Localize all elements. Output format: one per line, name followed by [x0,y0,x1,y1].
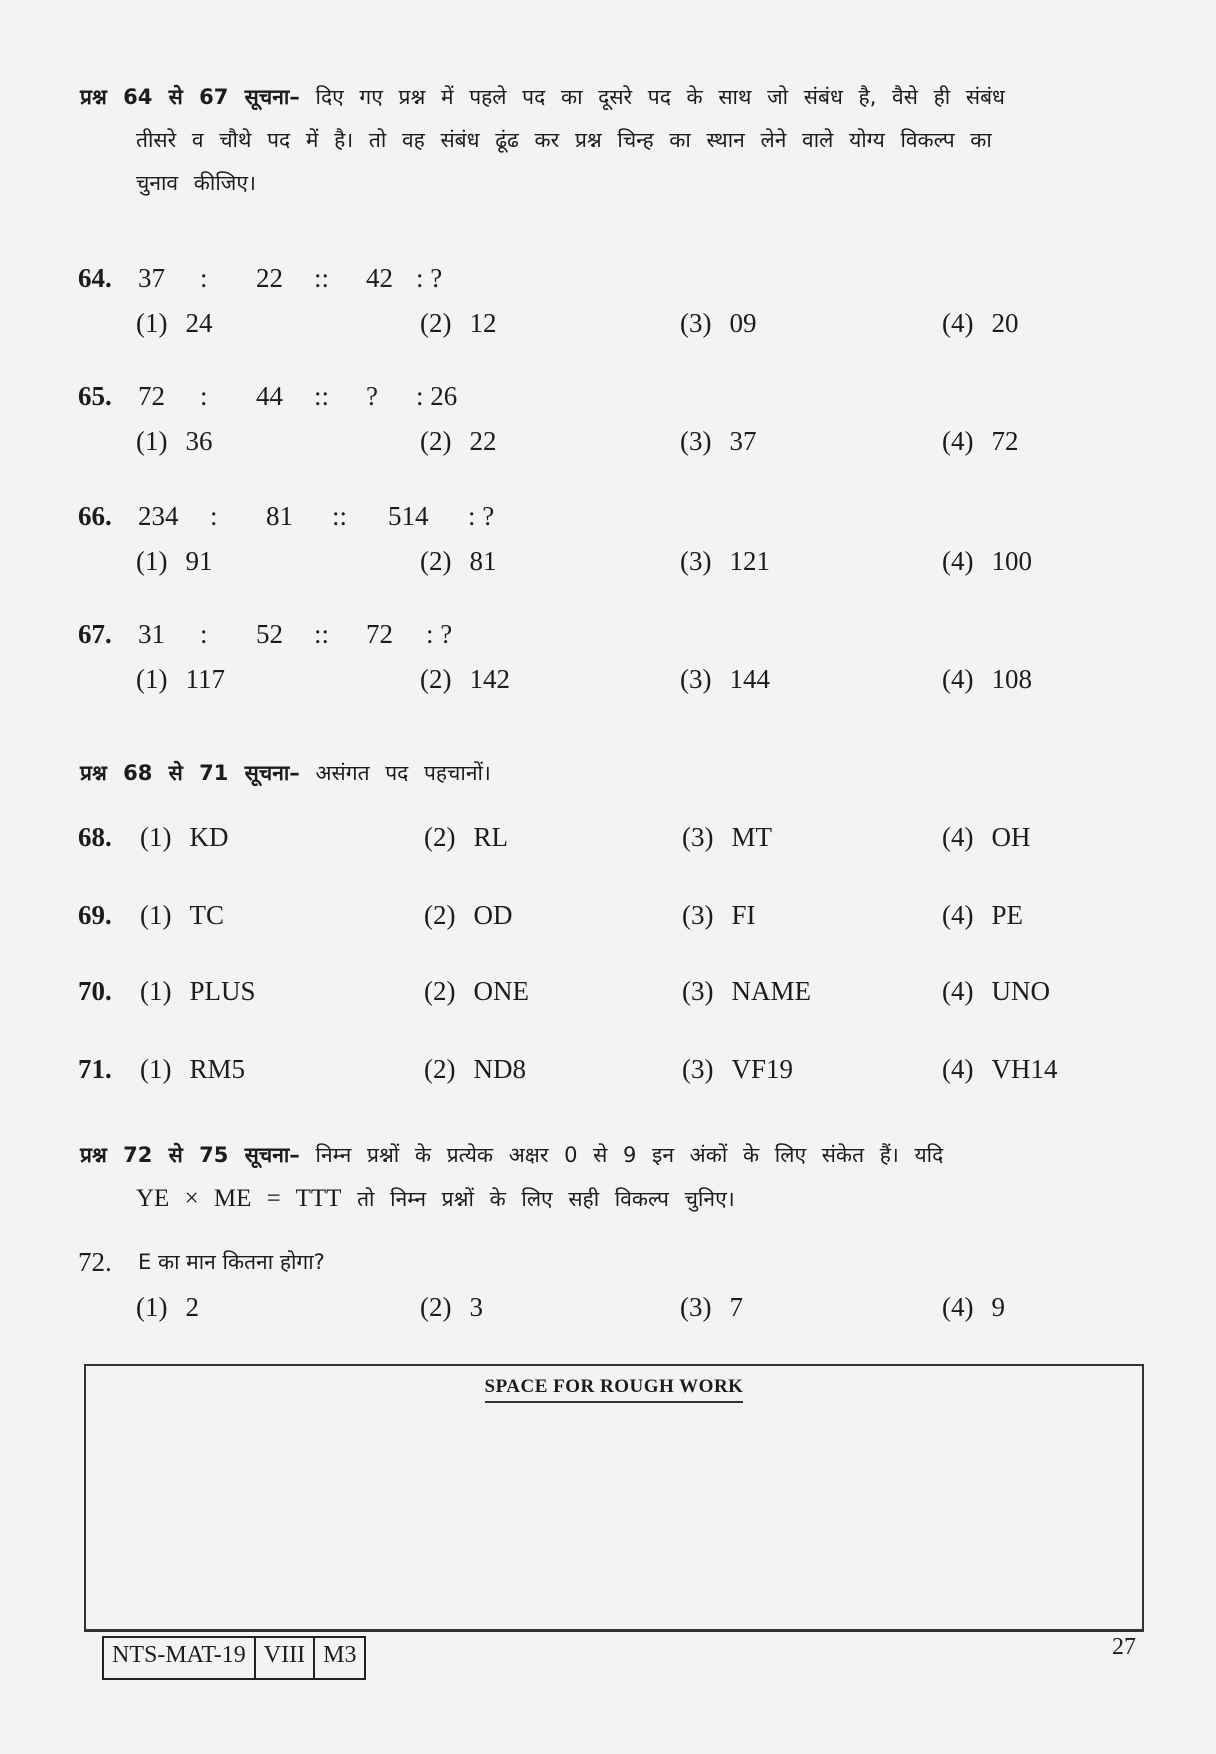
equation: YE × ME = TTT [136,1185,342,1212]
option-2[interactable]: (2) ONE [424,975,529,1006]
option-1[interactable]: (1) 36 [136,425,213,456]
term-c: ? [366,380,378,411]
separator: :: [314,262,330,293]
instruction-text-line2: तीसरे व चौथे पद में है। तो वह संबंध ढूंढ कर प्रश्न चिन्ह का स्थान लेने वाले योग्य विकल्प का [136,128,992,152]
option-1[interactable]: (1) 117 [136,663,225,694]
option-3[interactable]: (3) 09 [680,307,757,338]
instruction-text-line2-rest: तो निम्न प्रश्नों के लिए सही विकल्प चुनिए। [357,1187,735,1211]
option-3[interactable]: (3) 144 [680,663,770,694]
option-2[interactable]: (2) ND8 [424,1053,526,1084]
question-number: 72. [78,1246,112,1277]
option-2[interactable]: (2) RL [424,821,508,852]
term-a: 72 [138,380,165,411]
rough-work-title: SPACE FOR ROUGH WORK [86,1376,1142,1398]
term-d: : 26 [416,380,458,411]
instruction-text-line3: चुनाव कीजिए। [136,171,256,195]
instruction-68-71 [80,752,1140,795]
instruction-lead: प्रश्न 72 से 75 सूचना– [80,1143,300,1167]
instruction-text: निम्न प्रश्नों के प्रत्येक अक्षर 0 से 9 इन अंकों के लिए संकेत हैं। यदि [315,1143,944,1167]
question-70 [78,966,1158,1016]
separator: : [200,380,208,411]
paper-class: VIII [256,1638,315,1678]
term-a: 234 [138,500,179,531]
option-3[interactable]: (3) 121 [680,545,770,576]
instruction-lead: प्रश्न 68 से 71 सूचना– [80,761,300,785]
question-71 [78,1044,1158,1094]
question-number: 67. [78,618,112,649]
option-1[interactable]: (1) KD [140,821,229,852]
term-a: 37 [138,262,165,293]
term-c: 72 [366,618,393,649]
separator: :: [314,380,330,411]
question-65 [78,374,1158,464]
option-4[interactable]: (4) PE [942,899,1023,930]
option-4[interactable]: (4) 108 [942,663,1032,694]
term-d: : ? [468,500,495,531]
question-69 [78,890,1158,940]
option-2[interactable]: (2) OD [424,899,513,930]
rough-work-box[interactable] [84,1364,1144,1632]
question-text: E का मान कितना होगा? [138,1250,325,1274]
option-1[interactable]: (1) 91 [136,545,213,576]
question-67 [78,612,1158,702]
separator: : [210,500,218,531]
option-2[interactable]: (2) 81 [420,545,497,576]
option-4[interactable]: (4) 72 [942,425,1019,456]
instruction-text: असंगत पद पहचानों। [315,761,491,785]
option-2[interactable]: (2) 12 [420,307,497,338]
question-number: 65. [78,380,112,411]
separator: :: [332,500,348,531]
separator: :: [314,618,330,649]
instruction-text: दिए गए प्रश्न में पहले पद का दूसरे पद के साथ जो संबंध है, वैसे ही संबंध [315,85,1005,109]
term-d: : ? [426,618,453,649]
option-1[interactable]: (1) 2 [136,1291,199,1322]
question-number: 66. [78,500,112,531]
option-3[interactable]: (3) VF19 [682,1053,793,1084]
option-1[interactable]: (1) TC [140,899,224,930]
term-b: 81 [266,500,293,531]
option-2[interactable]: (2) 3 [420,1291,483,1322]
option-4[interactable]: (4) VH14 [942,1053,1058,1084]
question-number: 70. [78,975,112,1006]
term-a: 31 [138,618,165,649]
option-4[interactable]: (4) 100 [942,545,1032,576]
question-number: 69. [78,899,112,930]
instruction-64-67 [80,76,1140,205]
paper-code: NTS-MAT-19 [104,1638,256,1678]
question-72 [78,1240,1158,1330]
instruction-72-75 [80,1134,1140,1221]
option-3[interactable]: (3) 37 [680,425,757,456]
question-66 [78,494,1158,584]
term-b: 52 [256,618,283,649]
option-1[interactable]: (1) PLUS [140,975,256,1006]
question-64 [78,256,1158,346]
separator: : [200,618,208,649]
question-number: 71. [78,1053,112,1084]
paper-code-box [102,1636,366,1680]
option-4[interactable]: (4) 20 [942,307,1019,338]
question-68 [78,812,1158,862]
page-number: 27 [1112,1634,1136,1660]
term-c: 42 [366,262,393,293]
option-1[interactable]: (1) RM5 [140,1053,246,1084]
term-b: 44 [256,380,283,411]
question-number: 64. [78,262,112,293]
instruction-lead: प्रश्न 64 से 67 सूचना– [80,85,300,109]
option-2[interactable]: (2) 142 [420,663,510,694]
option-3[interactable]: (3) 7 [680,1291,743,1322]
instruction-text-line2 [80,1177,1140,1221]
term-b: 22 [256,262,283,293]
option-4[interactable]: (4) OH [942,821,1031,852]
term-c: 514 [388,500,429,531]
option-2[interactable]: (2) 22 [420,425,497,456]
question-number: 68. [78,821,112,852]
option-4[interactable]: (4) UNO [942,975,1050,1006]
option-3[interactable]: (3) MT [682,821,772,852]
option-1[interactable]: (1) 24 [136,307,213,338]
paper-set: M3 [323,1642,357,1668]
option-3[interactable]: (3) NAME [682,975,811,1006]
term-d: : ? [416,262,443,293]
separator: : [200,262,208,293]
option-3[interactable]: (3) FI [682,899,756,930]
option-4[interactable]: (4) 9 [942,1291,1005,1322]
